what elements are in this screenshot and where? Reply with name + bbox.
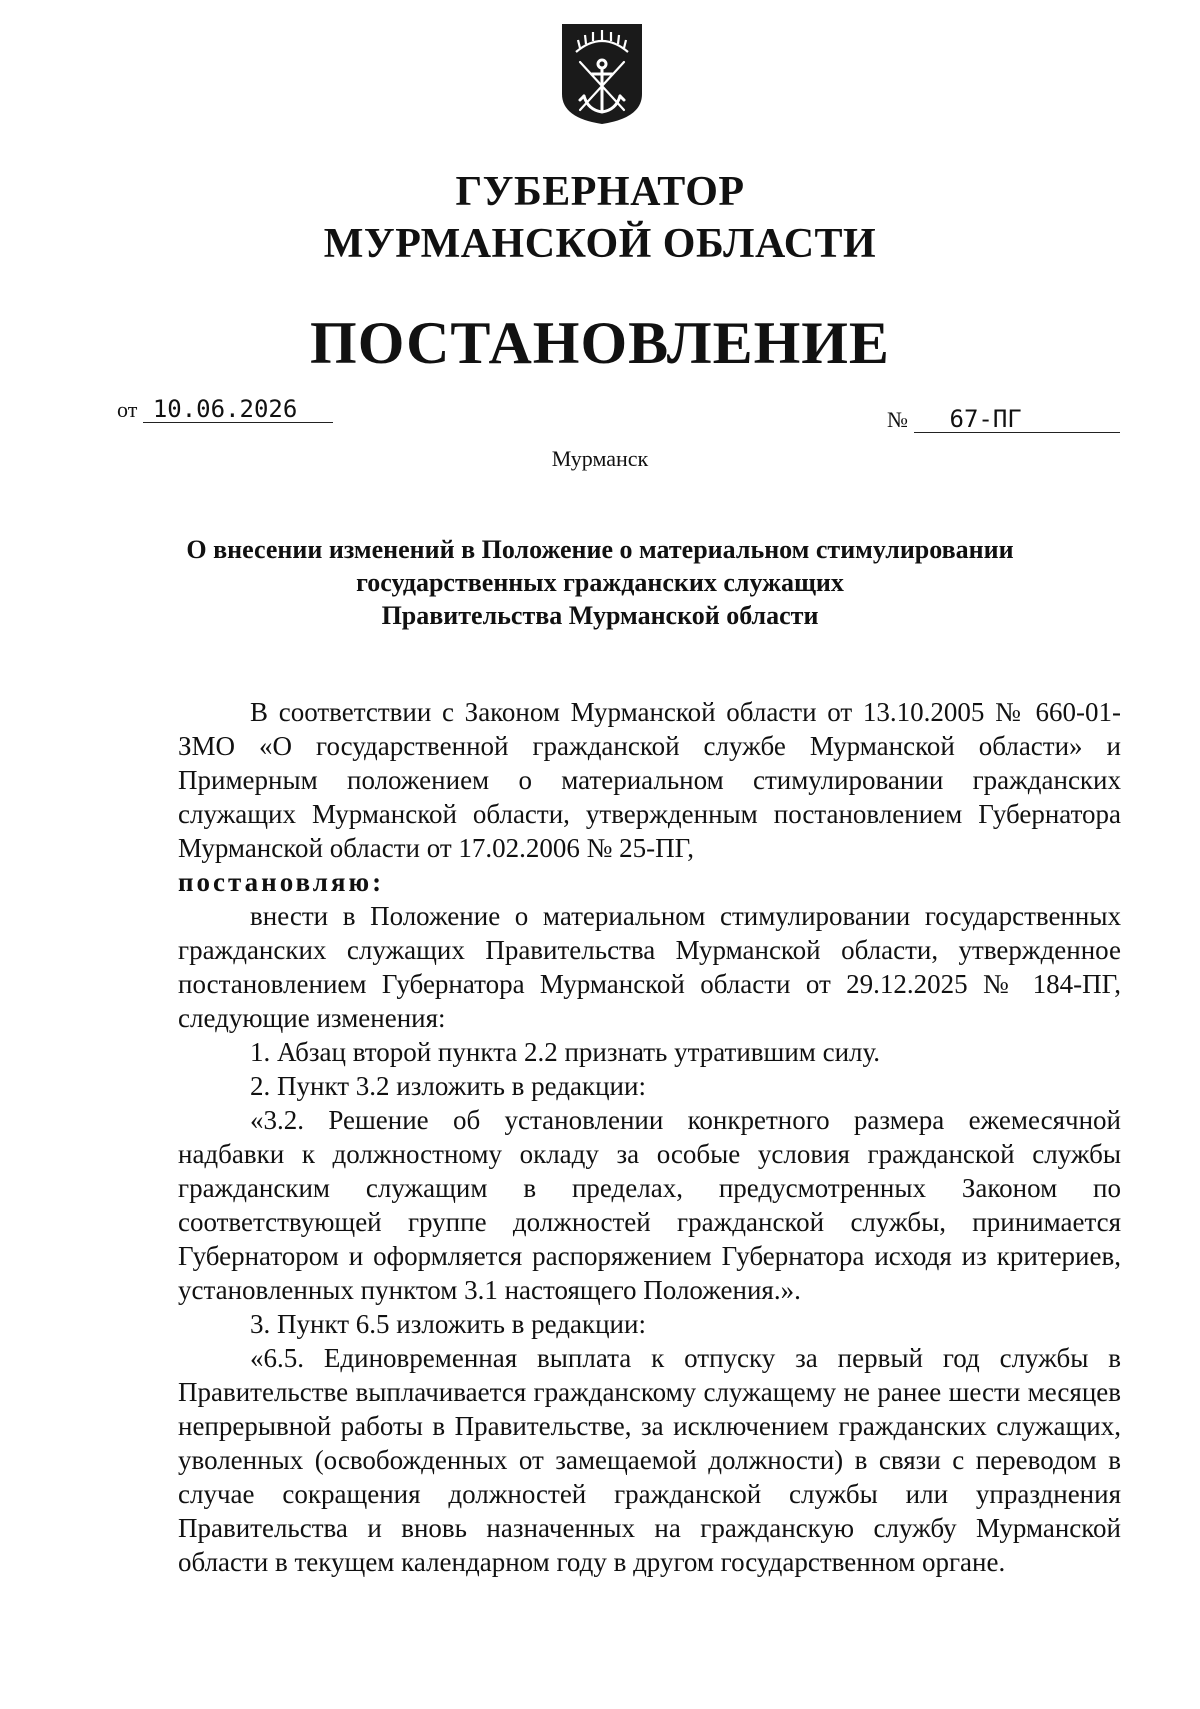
title-line-3: Правительства Мурманской области (381, 601, 819, 630)
city-name: Мурманск (551, 446, 649, 471)
document-title (160, 533, 1040, 632)
date-field (117, 396, 333, 423)
authority-line-1: ГУБЕРНАТОР (455, 169, 745, 215)
authority-line-2: МУРМАНСКОЙ ОБЛАСТИ (323, 221, 877, 267)
title-line-1: О внесении изменений в Положение о материальном стимулировании (186, 535, 1014, 564)
number-value: 67-ПГ (914, 406, 1120, 433)
coat-of-arms-emblem (560, 22, 644, 126)
amendment-item-3: 3. Пункт 6.5 изложить в редакции: (250, 1309, 646, 1339)
amendment-item-3-text: «6.5. Единовременная выплата к отпуску за первый год службы в Правительстве выплачивается гражданскому служащему не ранее шести месяцев непрерывной работы в Правительстве, за исключением гражданских служащих, уволенных (освобожденных от замещаемой должности) в связи с переводом в случае сокращения должностей гражданской службы или упразднения Правительства и вновь назначенных на гражданскую службу Мурманской области в текущем календарном году в другом государственном органе. (178, 1343, 1121, 1577)
amendment-intro-paragraph: внести в Положение о материальном стимулировании государственных гражданских служащих Правительства Мурманской области, утвержденное постановлением Губернатора Мурманской области от 29.12.2025 № 184-ПГ, следующие изменения: (178, 901, 1121, 1033)
number-field (887, 406, 1120, 433)
title-line-2: государственных гражданских служащих (356, 568, 844, 597)
amendment-item-1: 1. Абзац второй пункта 2.2 признать утратившим силу. (250, 1037, 881, 1067)
decree-word: постановляю: (178, 867, 385, 897)
amendment-item-2: 2. Пункт 3.2 изложить в редакции: (250, 1071, 646, 1101)
issuing-authority (0, 166, 1200, 270)
date-prefix: от (117, 397, 138, 422)
document-type-heading: ПОСТАНОВЛЕНИЕ (310, 310, 890, 376)
date-value: 10.06.2026 (143, 396, 333, 423)
anchor-shield-icon (560, 22, 644, 126)
number-prefix: № (887, 407, 908, 432)
preamble-paragraph: В соответствии с Законом Мурманской области от 13.10.2005 № 660-01-ЗМО «О государственной гражданской службе Мурманской области» и Примерным положением о материальном стимулировании гражданских служащих Мурманской области, утвержденным постановлением Губернатора Мурманской области от 17.02.2006 № 25-ПГ, (178, 697, 1121, 863)
document-body (178, 695, 1121, 1579)
amendment-item-2-text: «3.2. Решение об установлении конкретного размера ежемесячной надбавки к должностному окладу за особые условия гражданской службы гражданским служащим в пределах, предусмотренных Законом по соответствующей группе должностей гражданской службы, принимается Губернатором и оформляется распоряжением Губернатора исходя из критериев, установленных пунктом 3.1 настоящего Положения.». (178, 1105, 1121, 1305)
